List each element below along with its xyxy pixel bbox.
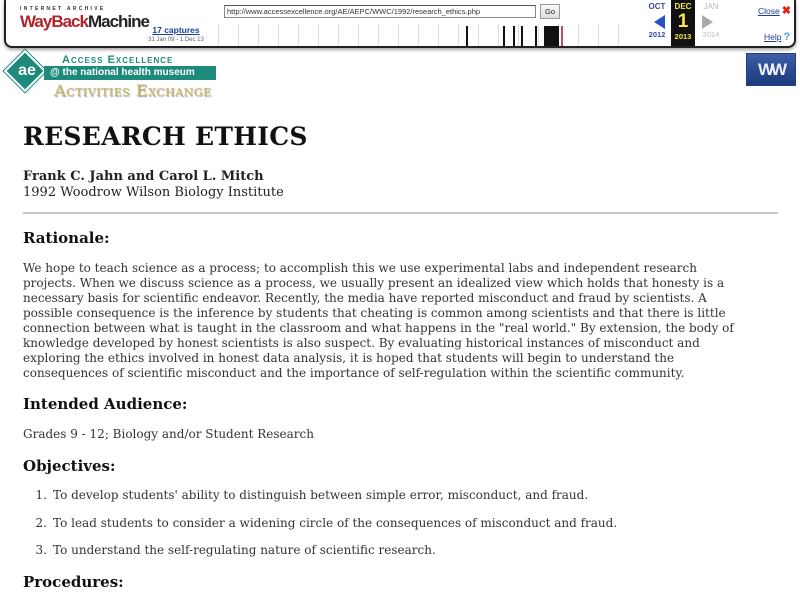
brand-subtitle: @ the national health museum	[44, 66, 216, 80]
authors: Frank C. Jahn and Carol L. Mitch	[23, 169, 264, 184]
year-divider	[358, 24, 359, 46]
institute: 1992 Woodrow Wilson Biology Institute	[23, 185, 284, 200]
year-divider	[518, 24, 519, 46]
captures-range: 31 Jan 09 - 1 Dec 13	[148, 37, 204, 43]
wayback-logo[interactable]	[20, 6, 149, 42]
rationale-line: projects. When we discuss science as a process, we usually present an idealized view which holds that honesty is a	[23, 276, 725, 290]
access-excellence-logo[interactable]	[2, 54, 217, 106]
capture-mark[interactable]	[535, 26, 537, 46]
year-divider	[378, 24, 379, 46]
next-month-nav	[696, 0, 726, 39]
divider	[23, 212, 778, 214]
objective-item	[23, 488, 617, 516]
objective-number: 3.	[35, 543, 47, 557]
year-divider	[478, 24, 479, 46]
help-label[interactable]: Help	[764, 32, 782, 42]
year-divider	[398, 24, 399, 46]
arrow-left-icon[interactable]	[654, 15, 665, 29]
captures-link[interactable]: 17 captures	[152, 25, 200, 35]
captures-info	[136, 25, 216, 43]
objective-number: 1.	[35, 488, 47, 502]
woodrow-wilson-logo[interactable]: WW	[746, 53, 796, 86]
page-title: RESEARCH ETHICS	[23, 122, 308, 151]
current-year-label: 2013	[674, 32, 692, 41]
previous-month-nav[interactable]	[642, 0, 672, 39]
ae-glyph: ae	[18, 62, 36, 79]
help-button[interactable]	[764, 31, 790, 43]
objective-text: To develop students' ability to distinguish between simple error, misconduct, and fraud.	[53, 488, 589, 502]
year-divider	[618, 24, 619, 46]
objective-text: To understand the self-regulating nature of scientific research.	[53, 543, 436, 557]
close-button[interactable]	[758, 4, 791, 17]
year-divider	[278, 24, 279, 46]
wordmark-machine: Machine	[87, 12, 149, 31]
close-label[interactable]: Close	[758, 6, 780, 16]
year-divider	[318, 24, 319, 46]
wordmark-back: Back	[51, 12, 88, 31]
objectives-heading: Objectives:	[23, 457, 116, 475]
capture-mark-current-year[interactable]	[544, 26, 559, 46]
current-month-label: DEC	[674, 2, 692, 11]
close-icon[interactable]: ✖	[781, 5, 791, 17]
rationale-line: knowledge developed by honest scientists is also suspect. By evaluating historical instances of misconduct and	[23, 336, 700, 350]
wordmark-way: Way	[20, 12, 52, 31]
procedures-heading: Procedures:	[23, 573, 124, 591]
rationale-line: We hope to teach science as a process; to accomplish this we use experimental labs and independent research	[23, 261, 697, 275]
brand-title: Access Excellence	[62, 54, 174, 66]
year-divider	[438, 24, 439, 46]
capture-mark[interactable]	[503, 26, 505, 46]
objective-number: 2.	[35, 515, 47, 530]
intended-audience-text: Grades 9 - 12; Biology and/or Student Research	[23, 427, 314, 441]
next-year-label: 2014	[702, 30, 720, 39]
rationale-line: necessary basis for scientific endeavor. Recently, the media have reported misconduct and fraud by scientists. A	[23, 291, 707, 305]
year-divider	[538, 24, 539, 46]
rationale-line: connection between what is taught in the classroom and what happens in the "real world." By extension, the body of	[23, 321, 734, 335]
go-button[interactable]: Go	[540, 4, 560, 19]
rationale-line: exploring the ethics involved in honest data analysis, it is hoped that students will begin to understand the	[23, 351, 675, 365]
intended-audience-heading: Intended Audience:	[23, 395, 188, 413]
year-divider	[458, 24, 459, 46]
help-icon[interactable]: ?	[783, 31, 791, 43]
prev-month-label: OCT	[648, 2, 666, 11]
section-title: Activities Exchange	[54, 81, 212, 100]
wayback-machine-wordmark	[20, 12, 149, 31]
capture-mark[interactable]	[513, 26, 515, 46]
prev-year-label: 2012	[648, 30, 666, 39]
year-divider	[298, 24, 299, 46]
next-month-label: JAN	[703, 2, 719, 11]
capture-timeline[interactable]	[216, 24, 632, 46]
year-divider	[598, 24, 599, 46]
year-divider	[218, 24, 219, 46]
rationale-line: consequences of scientific misconduct and the importance of self-regulation within the scientific community.	[23, 366, 685, 380]
year-divider	[418, 24, 419, 46]
current-capture-date	[671, 0, 695, 46]
current-day-label: 1	[677, 11, 689, 32]
objective-text: To lead students to consider a widening circle of the consequences of misconduct and fraud.	[53, 515, 618, 530]
rationale-heading: Rationale:	[23, 229, 110, 247]
rationale-paragraph	[23, 261, 783, 381]
current-capture-marker	[561, 26, 563, 46]
url-input[interactable]: http://www.accessexcellence.org/AE/AEPC/WWC/1992/research_ethics.php	[224, 5, 536, 18]
year-divider	[258, 24, 259, 46]
capture-mark[interactable]	[521, 26, 523, 46]
capture-mark[interactable]	[466, 26, 468, 46]
year-divider	[338, 24, 339, 46]
year-divider	[498, 24, 499, 46]
internet-archive-label: INTERNET ARCHIVE	[20, 6, 106, 12]
wayback-toolbar	[4, 0, 796, 48]
year-divider	[238, 24, 239, 46]
objectives-list	[23, 488, 617, 571]
objective-item	[23, 543, 617, 571]
year-divider	[578, 24, 579, 46]
rationale-line: possible consequence is the inference by students that cheating is common among scientists and that there is little	[23, 306, 726, 320]
objective-item	[23, 516, 617, 544]
arrow-right-icon	[702, 15, 713, 29]
